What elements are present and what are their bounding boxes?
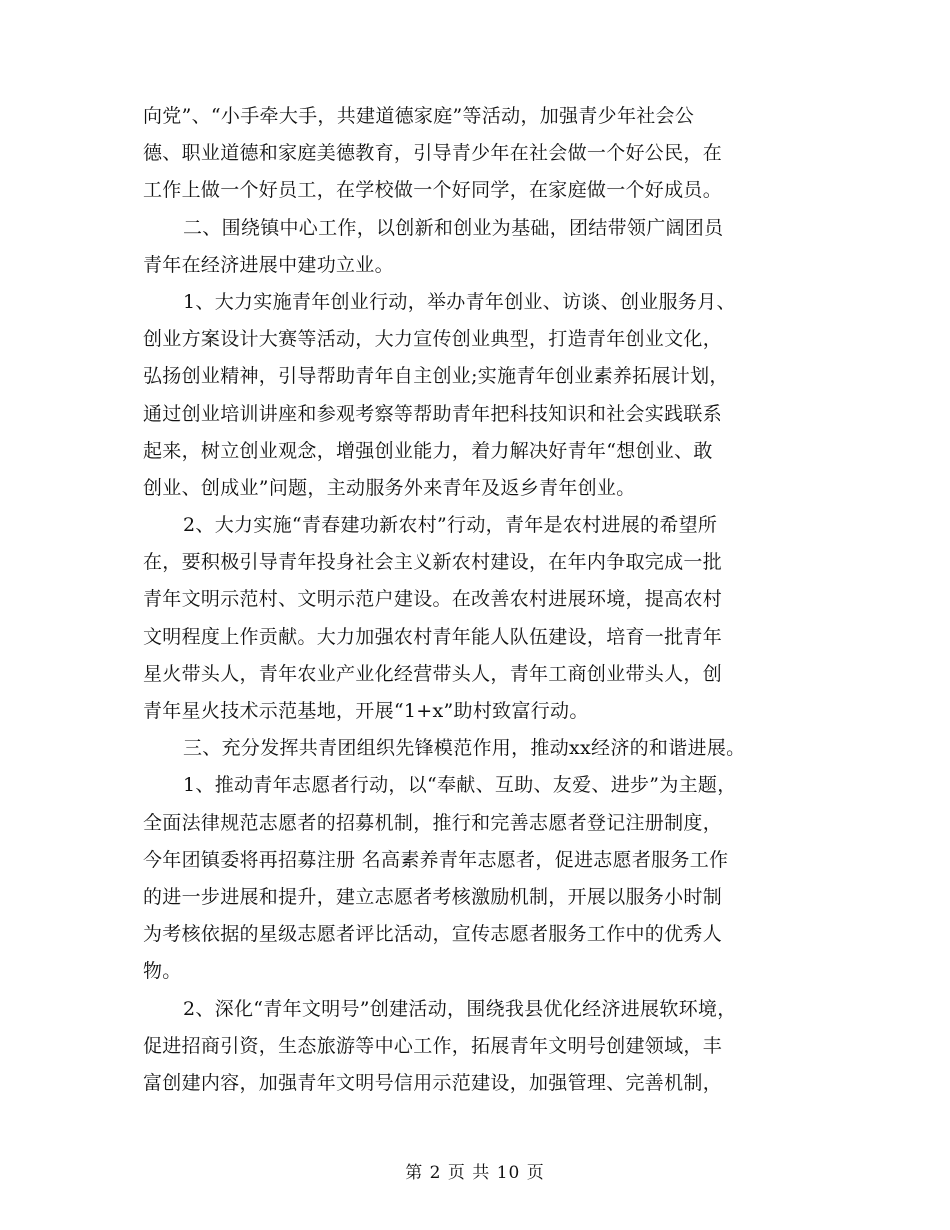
text-line: 青年文明示范村、文明示范户建设。在改善农村进展环境，提高农村 [143,588,723,611]
text-line: 起来，树立创业观念，增强创业能力，着力解决好青年“想创业、敢 [143,439,713,462]
text-line: 今年团镇委将再招募注册 名高素养青年志愿者，促进志愿者服务工作 [143,848,729,871]
text-line: 的进一步进展和提升，建立志愿者考核激励机制，开展以服务小时制 [143,885,723,908]
text-line: 通过创业培训讲座和参观考察等帮助青年把科技知识和社会实践联系 [143,402,723,425]
text-line: 2、深化“青年文明号”创建活动，围绕我县优化经济进展软环境， [183,997,737,1020]
text-line: 二、围绕镇中心工作，以创新和创业为基础，团结带领广阔团员 [183,216,724,239]
text-line: 创业方案设计大赛等活动，大力宣传创业典型，打造青年创业文化， [143,328,723,351]
text-line: 三、充分发挥共青团组织先锋模范作用，推动xx经济的和谐进展。 [183,737,746,760]
text-line: 工作上做一个好员工，在学校做一个好同学，在家庭做一个好成员。 [143,179,723,202]
text-line: 创业、创成业”问题，主动服务外来青年及返乡青年创业。 [143,476,636,499]
text-line: 向党”、“小手牵大手，共建道德家庭”等活动，加强青少年社会公 [143,105,695,127]
text-line: 1、大力实施青年创业行动，举办青年创业、访谈、创业服务月、 [183,290,736,313]
text-line: 德、职业道德和家庭美德教育，引导青少年在社会做一个好公民，在 [143,142,723,165]
text-line: 星火带头人，青年农业产业化经营带头人，青年工商创业带头人，创 [143,662,723,685]
text-line: 在，要积极引导青年投身社会主义新农村建设，在年内争取完成一批 [143,551,723,574]
text-line: 富创建内容，加强青年文明号信用示范建设，加强管理、完善机制， [143,1071,723,1094]
text-line: 2、大力实施“青春建功新农村”行动，青年是农村进展的希望所 [183,514,718,537]
text-line: 青年星火技术示范基地，开展“1+x”助村致富行动。 [143,700,589,722]
page-footer: 第 2 页 共 10 页 [405,1163,545,1183]
text-line: 全面法律规范志愿者的招募机制，推行和完善志愿者登记注册制度， [143,811,723,834]
text-line: 弘扬创业精神，引导帮助青年自主创业;实施青年创业素养拓展计划， [143,365,729,388]
text-line: 物。 [143,960,182,983]
document-body [143,98,833,1102]
text-line: 1、推动青年志愿者行动，以“奉献、互助、友爱、进步”为主题， [183,774,737,797]
text-line: 促进招商引资，生态旅游等中心工作，拓展青年文明号创建领域，丰 [143,1034,723,1057]
text-line: 青年在经济进展中建功立业。 [143,253,394,276]
text-line: 为考核依据的星级志愿者评比活动，宣传志愿者服务工作中的优秀人 [143,923,723,946]
text-line: 文明程度上作贡献。大力加强农村青年能人队伍建设，培育一批青年 [143,625,723,648]
